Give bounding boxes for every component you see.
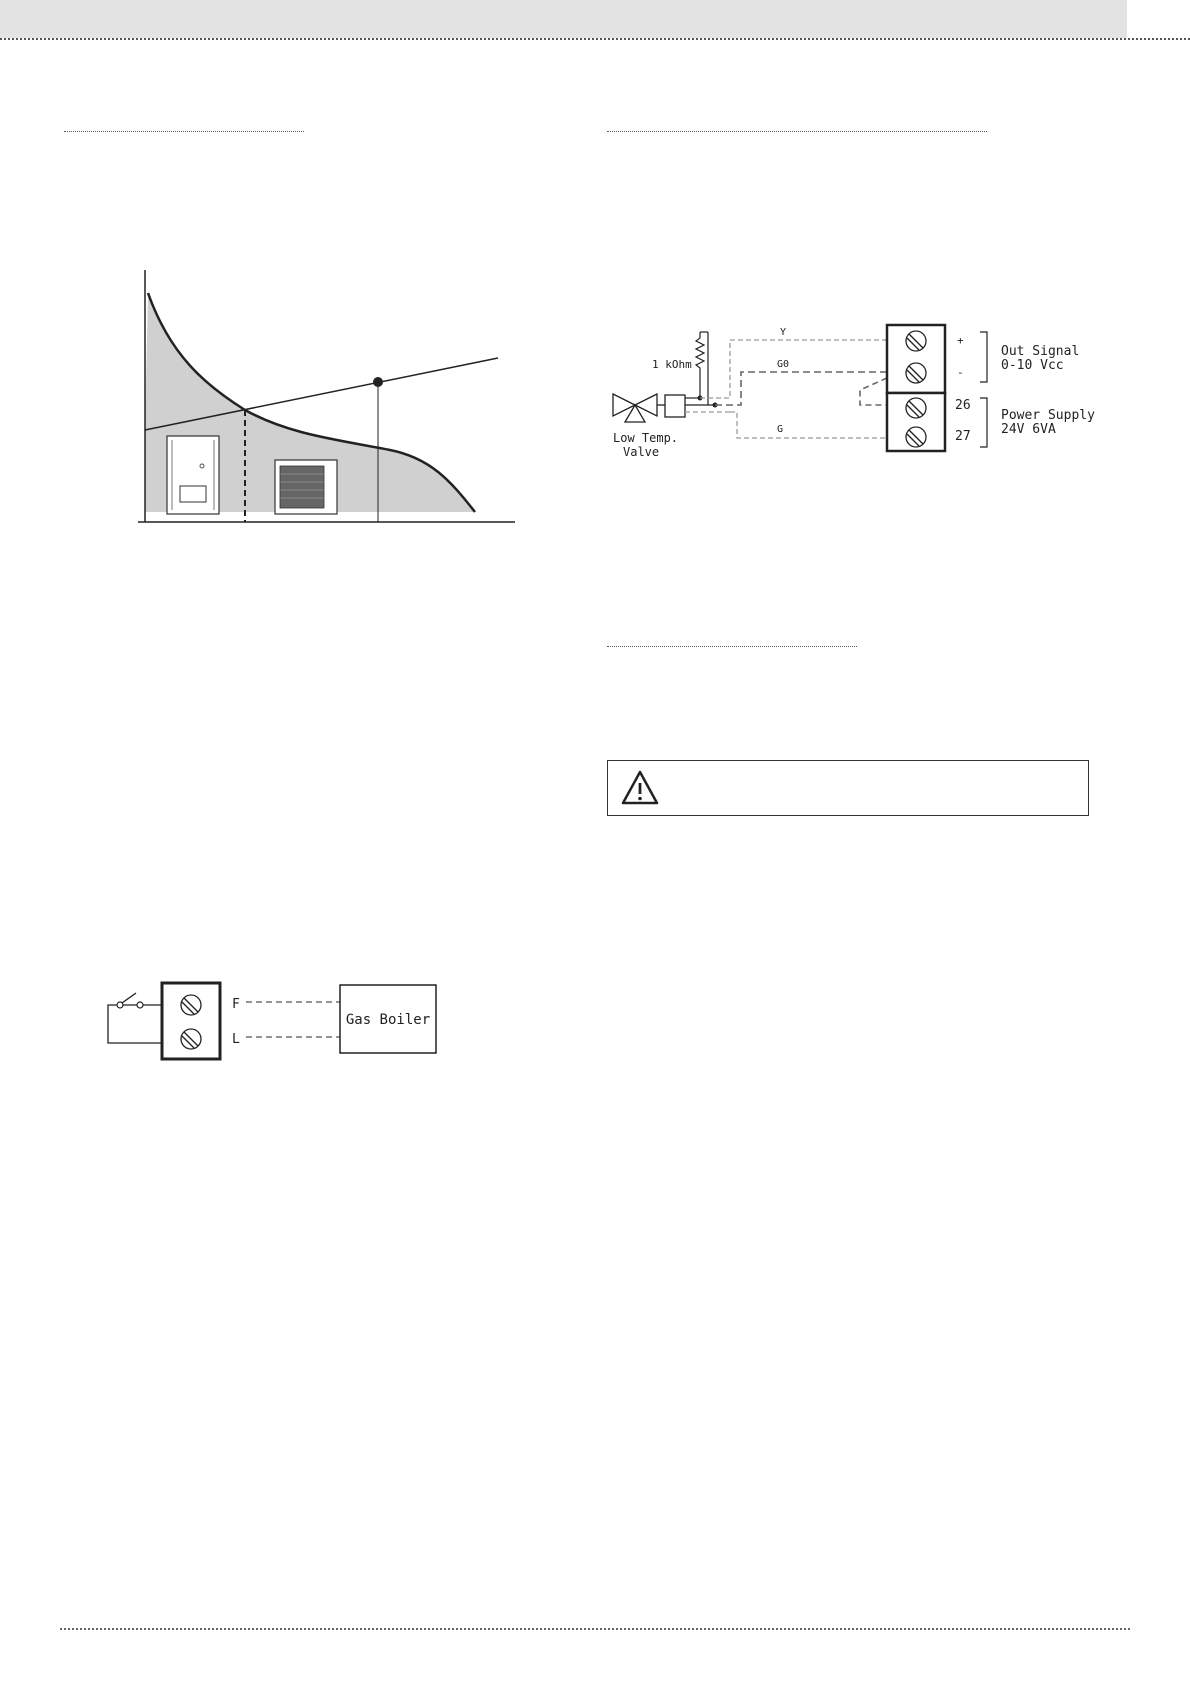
wire-y bbox=[700, 340, 887, 398]
wire-g0 bbox=[715, 372, 887, 405]
terminal-minus-label: - bbox=[957, 366, 964, 379]
section-rule-right-top bbox=[607, 131, 987, 132]
warning-notice-box bbox=[607, 760, 1089, 816]
gas-boiler-label: Gas Boiler bbox=[345, 1012, 431, 1028]
valve-wiring-diagram bbox=[605, 310, 1125, 470]
wire-g bbox=[730, 412, 887, 438]
header-divider bbox=[0, 38, 1190, 40]
warning-triangle-icon bbox=[620, 769, 660, 807]
valve-label-line2: Valve bbox=[623, 445, 660, 459]
terminal-f-label: F bbox=[232, 997, 240, 1012]
three-way-valve-icon bbox=[613, 394, 685, 422]
terminal-26-label: 26 bbox=[955, 398, 971, 413]
terminal-l-label: L bbox=[232, 1032, 240, 1047]
power-supply-line1: Power Supply bbox=[1001, 408, 1095, 423]
terminal-plus-label: + bbox=[957, 334, 964, 347]
valve-label-line1: Low Temp. bbox=[613, 431, 679, 445]
footer-divider bbox=[60, 1628, 1130, 1630]
boiler-wiring-diagram bbox=[98, 975, 448, 1065]
wire-y-label: Y bbox=[780, 327, 787, 338]
out-signal-line2: 0-10 Vcc bbox=[1001, 358, 1064, 373]
bracket-out-signal bbox=[980, 332, 987, 382]
jumper-wire bbox=[860, 378, 887, 405]
wire-g-label: G bbox=[777, 424, 784, 435]
terminal-27-label: 27 bbox=[955, 429, 971, 444]
section-rule-right-middle bbox=[607, 646, 857, 647]
header-bar bbox=[0, 0, 1127, 38]
power-supply-line2: 24V 6VA bbox=[1001, 422, 1056, 437]
switch-contact-icon bbox=[108, 993, 162, 1043]
resistor-label: 1 kOhm bbox=[652, 358, 692, 371]
heat-pump-unit-icon bbox=[275, 460, 337, 514]
out-signal-line1: Out Signal bbox=[1001, 344, 1080, 359]
boiler-unit-icon bbox=[167, 436, 219, 514]
wire-g0-label: G0 bbox=[777, 359, 790, 370]
bivalent-chart-figure bbox=[130, 260, 530, 530]
bracket-power-supply bbox=[980, 398, 987, 447]
resistor-icon bbox=[696, 332, 704, 398]
operating-point-marker bbox=[373, 377, 383, 387]
section-rule-left-top bbox=[64, 131, 304, 132]
